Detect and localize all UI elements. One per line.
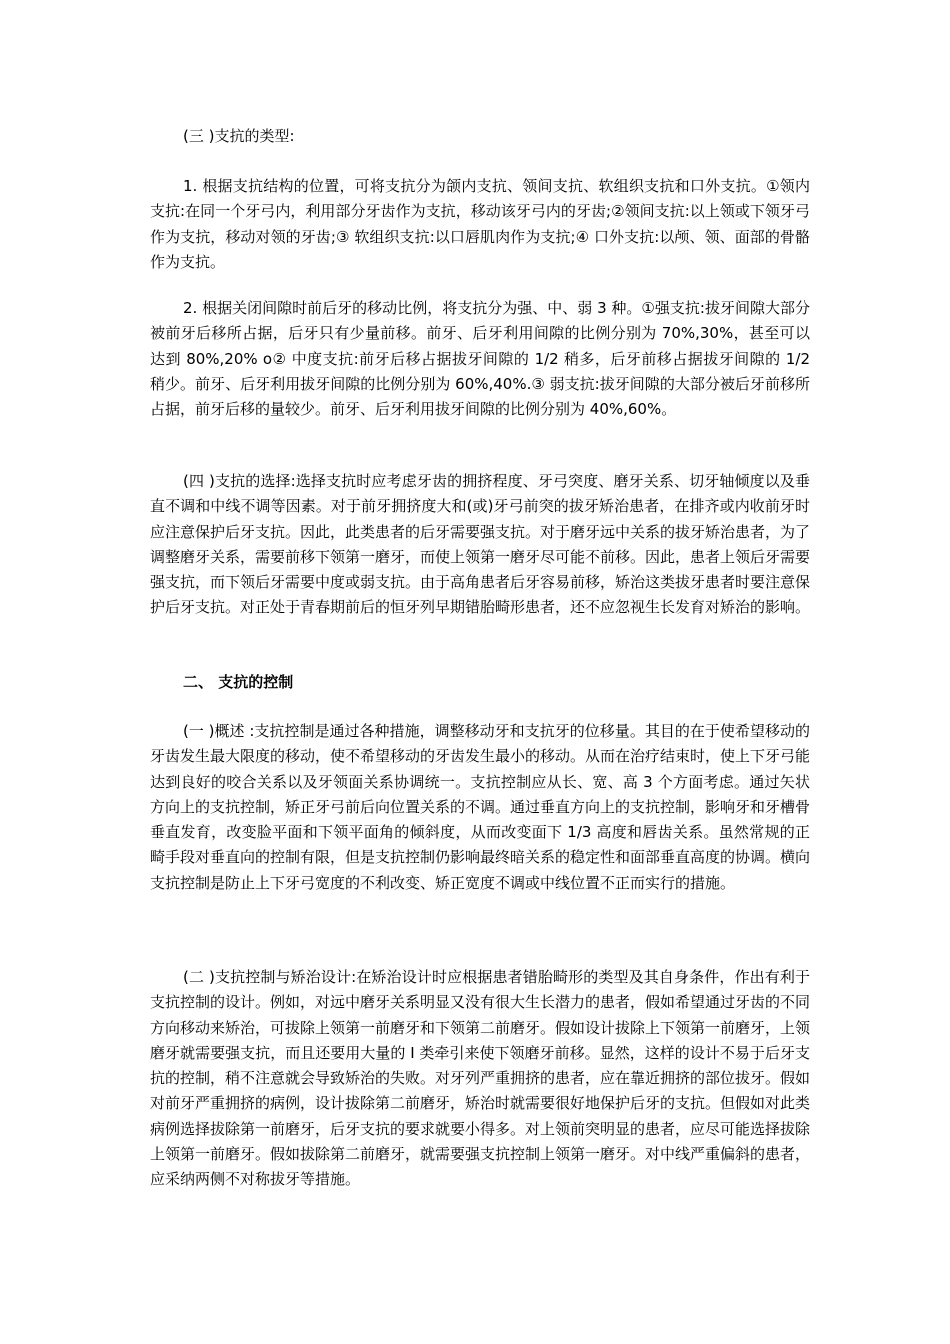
section-heading-anchorage-types: (三 )支抗的类型: bbox=[183, 127, 295, 145]
paragraph-anchorage-design: (二 )支抗控制与矫治设计:在矫治设计时应根据患者错胎畸形的类型及其自身条件，作出有利于支抗控制的设计。例如，对远中磨牙关系明显又没有很大生长潜力的患者，假如希望通过牙齿的不同方向移动来矫治，可拔除上领第一前磨牙和下领第二前磨牙。假如设计拔除上下领第一前磨牙，上领磨牙就需要强支抗，而且还要用大量的 I 类牵引来使下领磨牙前移。显然，这样的设计不易于后牙支抗的控制，稍不注意就会导致矫治的失败。对牙列严重拥挤的患者，应在靠近拥挤的部位拔牙。假如对前牙严重拥挤的病例，设计拔除第二前磨牙，矫治时就需要很好地保护后牙的支抗。但假如对此类病例选择拔除第一前磨牙，后牙支抗的要求就要小得多。对上领前突明显的患者，应尽可能选择拔除上领第一前磨牙。假如拔除第二前磨牙，就需要强支抗控制上领第一磨牙。对中线严重偏斜的患者，应采纳两侧不对称拔牙等措施。 bbox=[150, 968, 811, 1189]
paragraph-anchorage-selection: (四 )支抗的选择:选择支抗时应考虑牙齿的拥挤程度、牙弓突度、磨牙关系、切牙轴倾度以及垂直不调和中线不调等因素。对于前牙拥挤度大和(或)牙弓前突的拔牙矫治患者，在排齐或内收前牙时应注意保护后牙支抗。因此，此类患者的后牙需要强支抗。对于磨牙远中关系的拔牙矫治患者，为了调整磨牙关系，需要前移下领第一磨牙，而使上领第一磨牙尽可能不前移。因此，患者上领后牙需要强支抗，而下领后牙需要中度或弱支抗。由于高角患者后牙容易前移，矫治这类拔牙患者时要注意保护后牙支抗。对正处于青春期前后的恒牙列早期错胎畸形患者，还不应忽视生长发育对矫治的影响。 bbox=[150, 472, 811, 617]
paragraph-anchorage-by-ratio: 2. 根据关闭间隙时前后牙的移动比例，将支抗分为强、中、弱 3 种。①强支抗:拔牙间隙大部分被前牙后移所占据，后牙只有少量前移。前牙、后牙利用间隙的比例分别为 70%,30%，甚至可以达到 80%,20% o② 中度支抗:前牙后移占据拔牙间隙的 1/2 稍多，后牙前移占据拔牙间隙的 1/2 稍少。前牙、后牙利用拔牙间隙的比例分别为 60%,40%.③ 弱支抗:拔牙间隙的大部分被后牙前移所占据，前牙后移的量较少。前牙、后牙利用拔牙间隙的比例分别为 40%,60%。 bbox=[150, 299, 810, 419]
section-heading-anchorage-control: 二、 支抗的控制 bbox=[183, 673, 294, 691]
paragraph-anchorage-overview: (一 )概述 :支抗控制是通过各种措施，调整移动牙和支抗牙的位移量。其目的在于使希望移动的牙齿发生最大限度的移动，使不希望移动的牙齿发生最小的移动。从而在治疗结束时，使上下牙弓能达到良好的咬合关系以及牙领面关系协调统一。支抗控制应从长、宽、高 3 个方面考虑。通过矢状方向上的支抗控制，矫正牙弓前后向位置关系的不调。通过垂直方向上的支抗控制，影响牙和牙槽骨垂直发育，改变脸平面和下领平面角的倾斜度，从而改变面下 1/3 高度和唇齿关系。虽然常规的正畸手段对垂直向的控制有限，但是支抗控制仍影响最终暗关系的稳定性和面部垂直高度的协调。横向支抗控制是防止上下牙弓宽度的不利改变、矫正宽度不调或中线位置不正而实行的措施。 bbox=[150, 722, 811, 892]
paragraph-anchorage-by-position: 1. 根据支抗结构的位置，可将支抗分为颌内支抗、领间支抗、软组织支抗和口外支抗。①领内支抗:在同一个牙弓内，利用部分牙齿作为支抗，移动该牙弓内的牙齿;②领间支抗:以上领或下领牙弓作为支抗，移动对领的牙齿;③ 软组织支抗:以口唇肌肉作为支抗;④ 口外支抗:以颅、领、面部的骨骼作为支抗。 bbox=[150, 177, 810, 271]
